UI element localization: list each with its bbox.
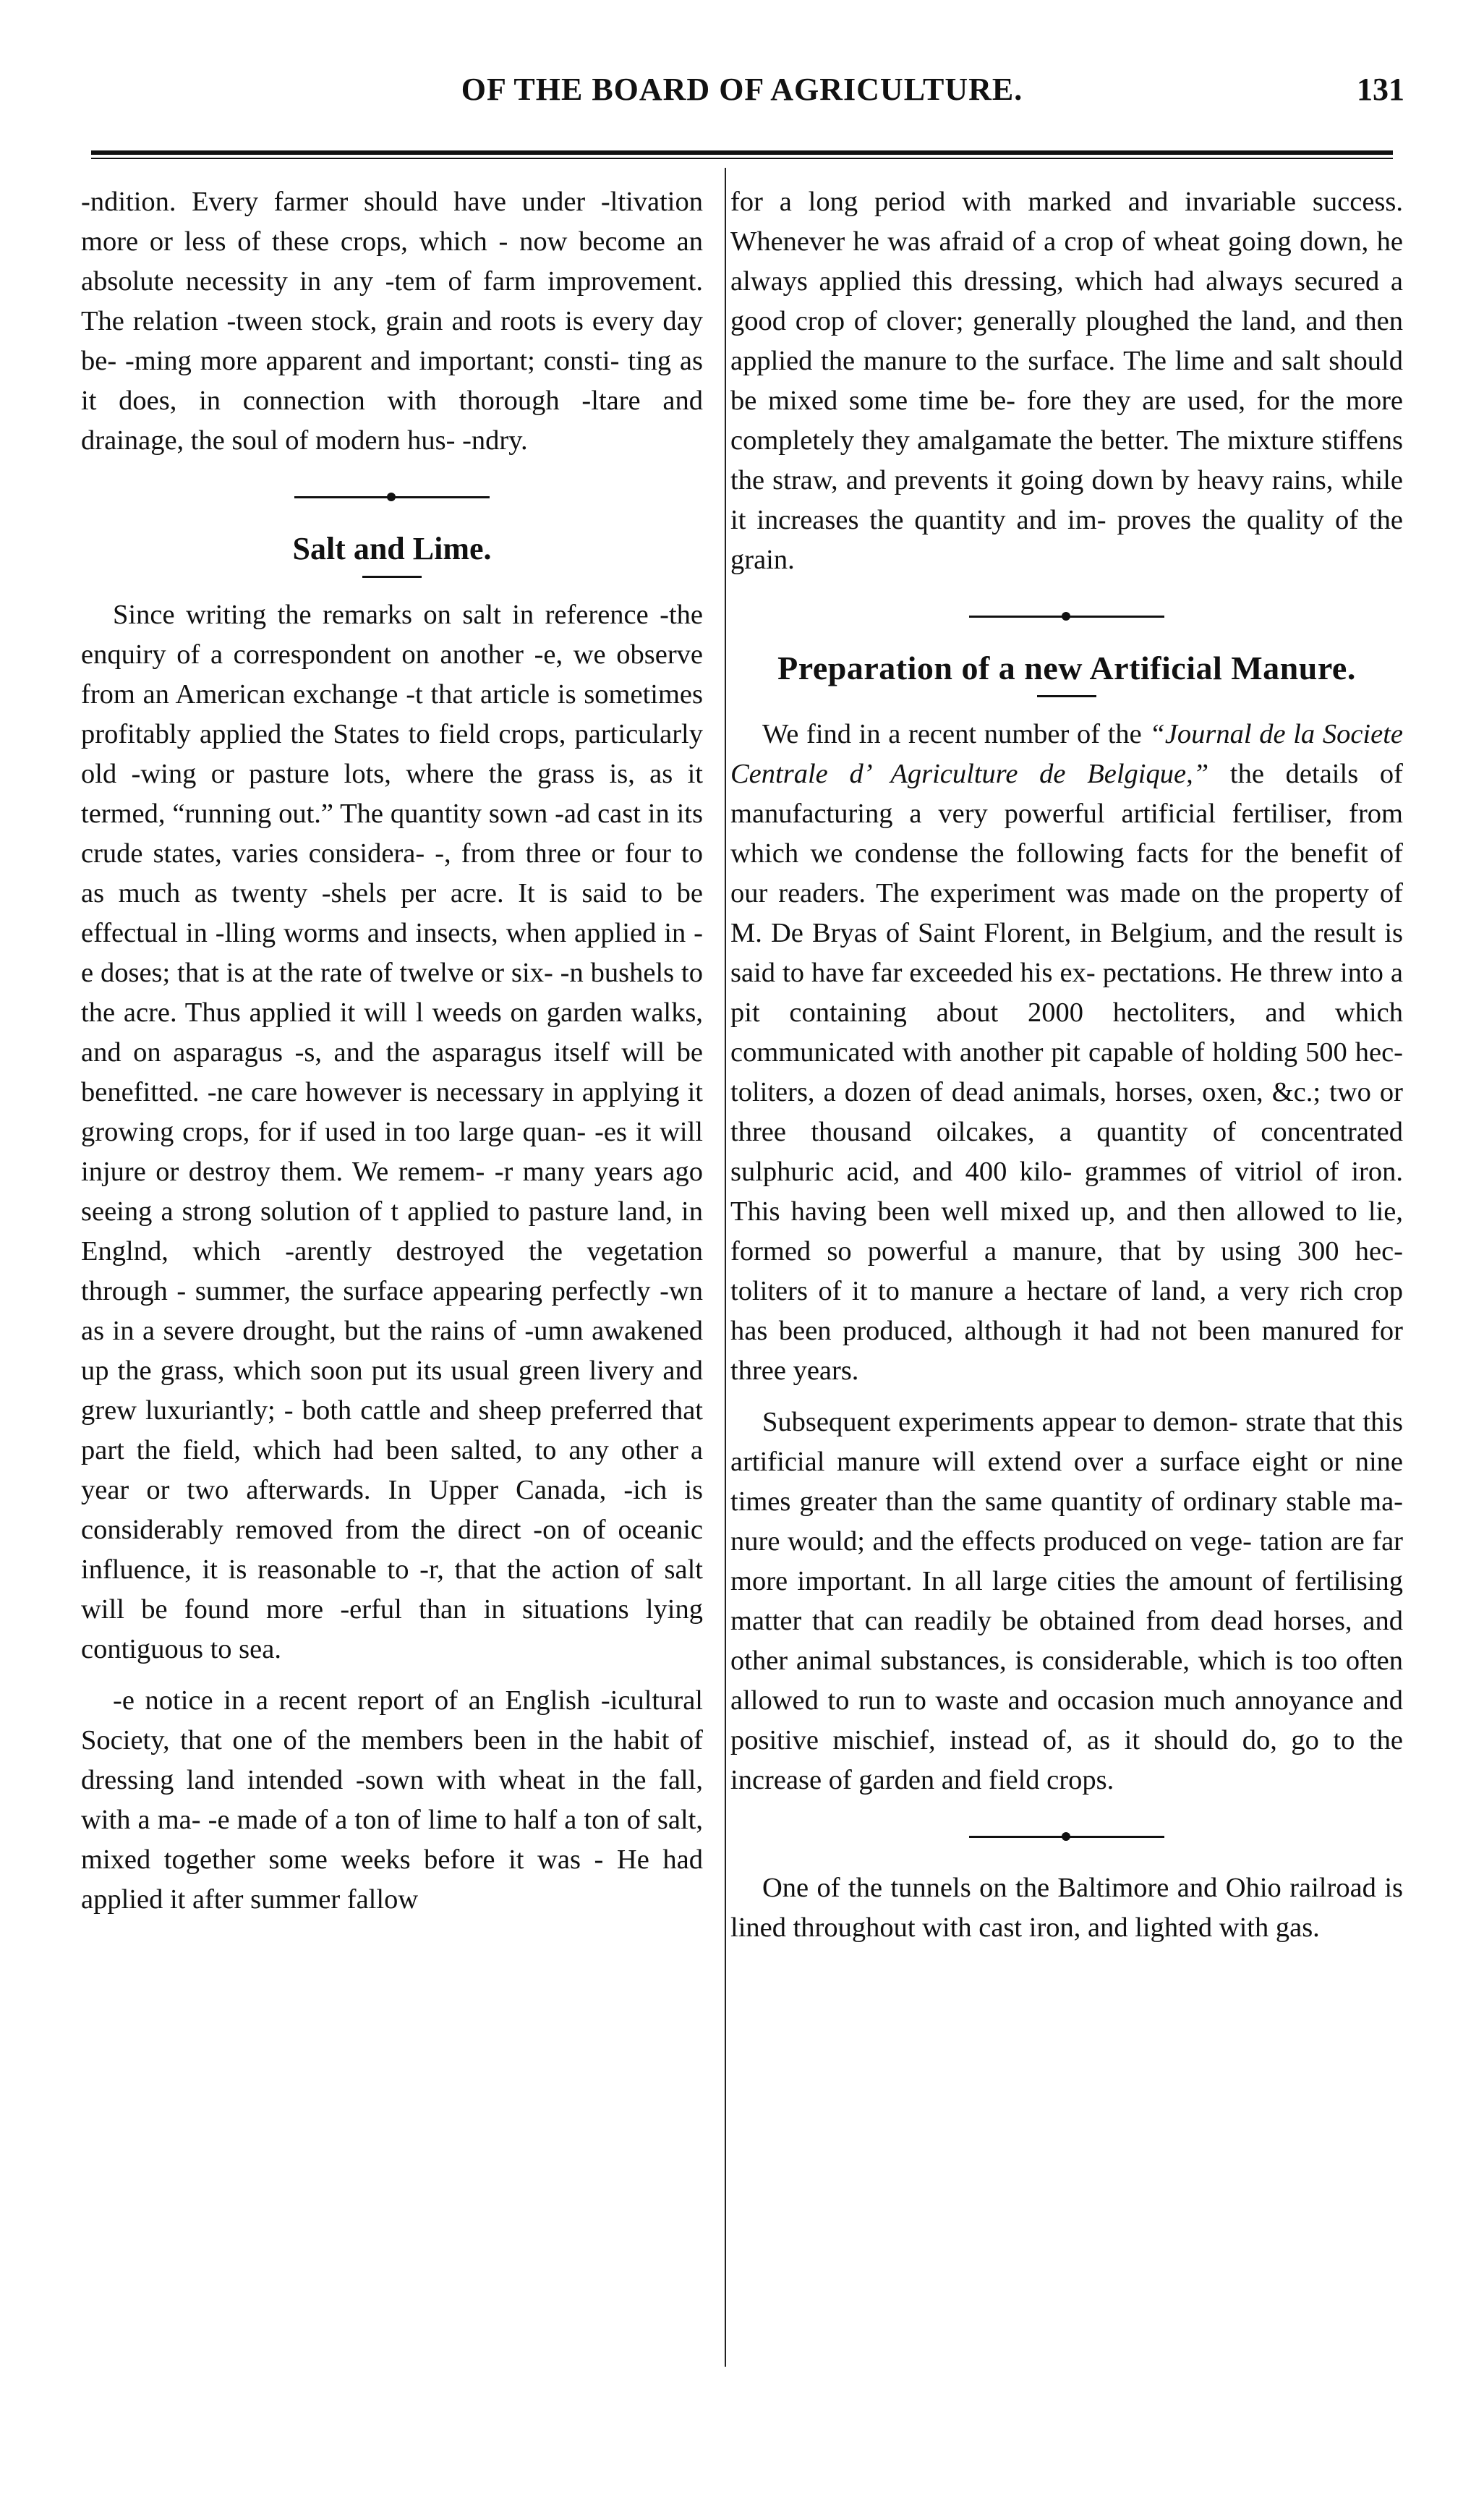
divider-dot-icon bbox=[387, 493, 396, 501]
header-double-rule bbox=[91, 150, 1393, 159]
page-number: 131 bbox=[1357, 72, 1404, 107]
right-column bbox=[730, 182, 1403, 1959]
article-heading-salt-and-lime: Salt and Lime. bbox=[292, 531, 492, 566]
divider-dot-icon bbox=[1062, 1832, 1070, 1841]
paragraph-rest: the details of manufacturing a very powerful artificial fertiliser, from which we condense the following facts for the benefit of our readers. The experiment was made on the property of M. De Bryas of Saint Florent, in Belgium, and the result is said to have far exceeded his ex- pectations. He threw into a pit containing about 2000 hectoliters, and which communicated with another pit capable of holding 500 hec- toliters, a dozen of dead animals, horses, oxen, &c.; two or three thousand oilcakes, a quantity of concentrated sulphuric acid, and 400 kilo- grammes of vitriol of iron. This having been well mixed up, and then allowed to lie, formed so powerful a manure, that by using 300 hec- toliters of it to manure a hectare of land, a very rich crop has been produced, although it had not been manured for three years. bbox=[730, 759, 1404, 1386]
continuation-paragraph: for a long period with marked and invariable success. Whenever he was afraid of a crop of wheat going down, he always applied this dressing, which had always secured a good crop of clover; generally ploughed the land, and then applied the manure to the surface. The lime and salt should be mixed some time be- fore they are used, for the more completely they amalgamate the better. The mixture stiffens the straw, and prevents it going down by heavy rains, while it increases the quantity and im- proves the quality of the grain. bbox=[730, 187, 1403, 575]
section-divider bbox=[969, 1829, 1164, 1844]
manure-paragraph-2: Subsequent experiments appear to demon- strate that this artificial manure will extend over a surface eight or nine times greater than the same quantity of ordinary stable ma- nure would; and the effects produced on vege- tation are far more important. In all large cities the amount of fertilising matter that can readily be obtained from dead horses, and other animal substances, is considerable, which is too often allowed to run to waste and occasion much annoyance and positive mischief, instead of, as it should do, go to the increase of garden and field crops. bbox=[730, 1407, 1403, 1795]
running-header bbox=[0, 71, 1484, 114]
intro-paragraph: -ndition. Every farmer should have under -ltivation more or less of these crops, which - now become an absolute necessity in any -tem of farm improvement. The relation -tween stock, grain and roots is every day be- -ming more apparent and important; consti- ting as it does, in connection with thorough -ltare and drainage, the soul of modern hus- -ndry. bbox=[81, 187, 703, 456]
running-title: OF THE BOARD OF AGRICULTURE. bbox=[461, 72, 1023, 107]
article-heading-artificial-manure: Preparation of a new Artificial Manure. bbox=[777, 650, 1356, 686]
heading-underline bbox=[1037, 695, 1096, 697]
heading-underline bbox=[362, 576, 422, 578]
column-divider-rule bbox=[725, 168, 726, 2367]
manure-paragraph-1 bbox=[730, 715, 1403, 1391]
paragraph-lead: We find in a recent number of the bbox=[762, 719, 1150, 749]
salt-lime-paragraph-1: Since writing the remarks on salt in reference -the enquiry of a correspondent on another -e, we observe from an American exchange -t that article is sometimes profitably applied the States to field crops, particularly old -wing or pasture lots, where the grass is, as it termed, “running out.” The quantity sown -ad cast in its crude states, varies considera- -, from three or four to as much as twenty -shels per acre. It is said to be effectual in -lling worms and insects, when applied in -e doses; that is at the rate of twelve or six- -n bushels to the acre. Thus applied it will l weeds on garden walks, and on asparagus -s, and the asparagus itself will be benefitted. -ne care however is necessary in applying it growing crops, for if used in too large quan- -es it will injure or destroy them. We remem- -r many years ago seeing a strong solution of t applied to pasture land, in Englnd, which -arently destroyed the vegetation through - summer, the surface appearing perfectly -wn as in a severe drought, but the rains of -umn awakened up the grass, which soon put its usual green livery and grew luxuriantly; - both cattle and sheep preferred that part the field, which had been salted, to any other a year or two afterwards. In Upper Canada, -ich is considerably removed from the direct -on of oceanic influence, it is reasonable to -r, that the action of salt will be found more -erful than in situations lying contiguous to sea. bbox=[81, 600, 703, 1664]
left-column bbox=[81, 182, 703, 1931]
section-divider bbox=[969, 609, 1164, 624]
salt-lime-paragraph-2: -e notice in a recent report of an English -icultural Society, that one of the members been in the habit of dressing land intended -sown with wheat in the fall, with a ma- -e made of a ton of lime to half a ton of salt, mixed together some weeks before it was - He had applied it after summer fallow bbox=[81, 1685, 703, 1915]
tunnel-note-paragraph: One of the tunnels on the Baltimore and Ohio railroad is lined throughout with cast iron, and lighted with gas. bbox=[730, 1873, 1403, 1943]
section-divider bbox=[294, 490, 490, 504]
divider-dot-icon bbox=[1062, 612, 1070, 621]
journal-title: “Journal de la Societe Centrale d’ Agriculture de Belgique,” bbox=[730, 719, 1404, 789]
